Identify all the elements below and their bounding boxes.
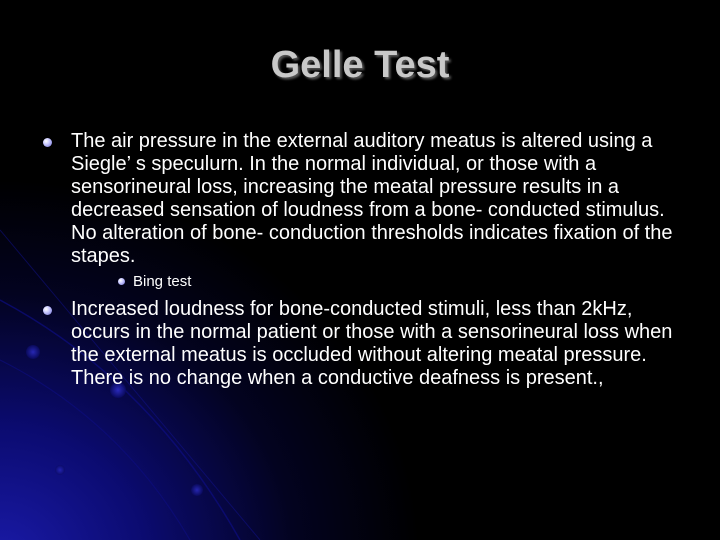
sub-bullet-dot-icon <box>118 278 125 285</box>
bullet-item-2 <box>40 298 685 390</box>
bullet-dot-icon <box>43 306 52 315</box>
bullet-item-1 <box>40 130 685 268</box>
bullet-dot-icon <box>43 138 52 147</box>
bullet-text: The air pressure in the external auditory meatus is altered using a Siegle’ s speculurn. In the normal individual, or those with a sensorineural loss, increasing the meatal pressure results in a decreased sensation of loudness from a bone- conducted stimulus. No alteration of bone- conduction thresholds indicates fixation of the stapes. <box>71 130 673 267</box>
slide-title: Gelle Test <box>270 44 450 86</box>
slide-body <box>40 130 685 394</box>
sub-bullet-text: Bing test <box>133 273 192 290</box>
decor-orb-4 <box>55 465 65 475</box>
sub-bullet-item <box>40 272 685 291</box>
bullet-text: Increased loudness for bone-conducted stimuli, less than 2kHz, occurs in the normal patient or those with a sensorineural loss when the external meatus is occluded without altering meatal pressure. There is no change when a conductive deafness is present., <box>71 298 673 389</box>
decor-orb-1 <box>26 345 40 359</box>
decor-orb-3 <box>191 484 203 496</box>
